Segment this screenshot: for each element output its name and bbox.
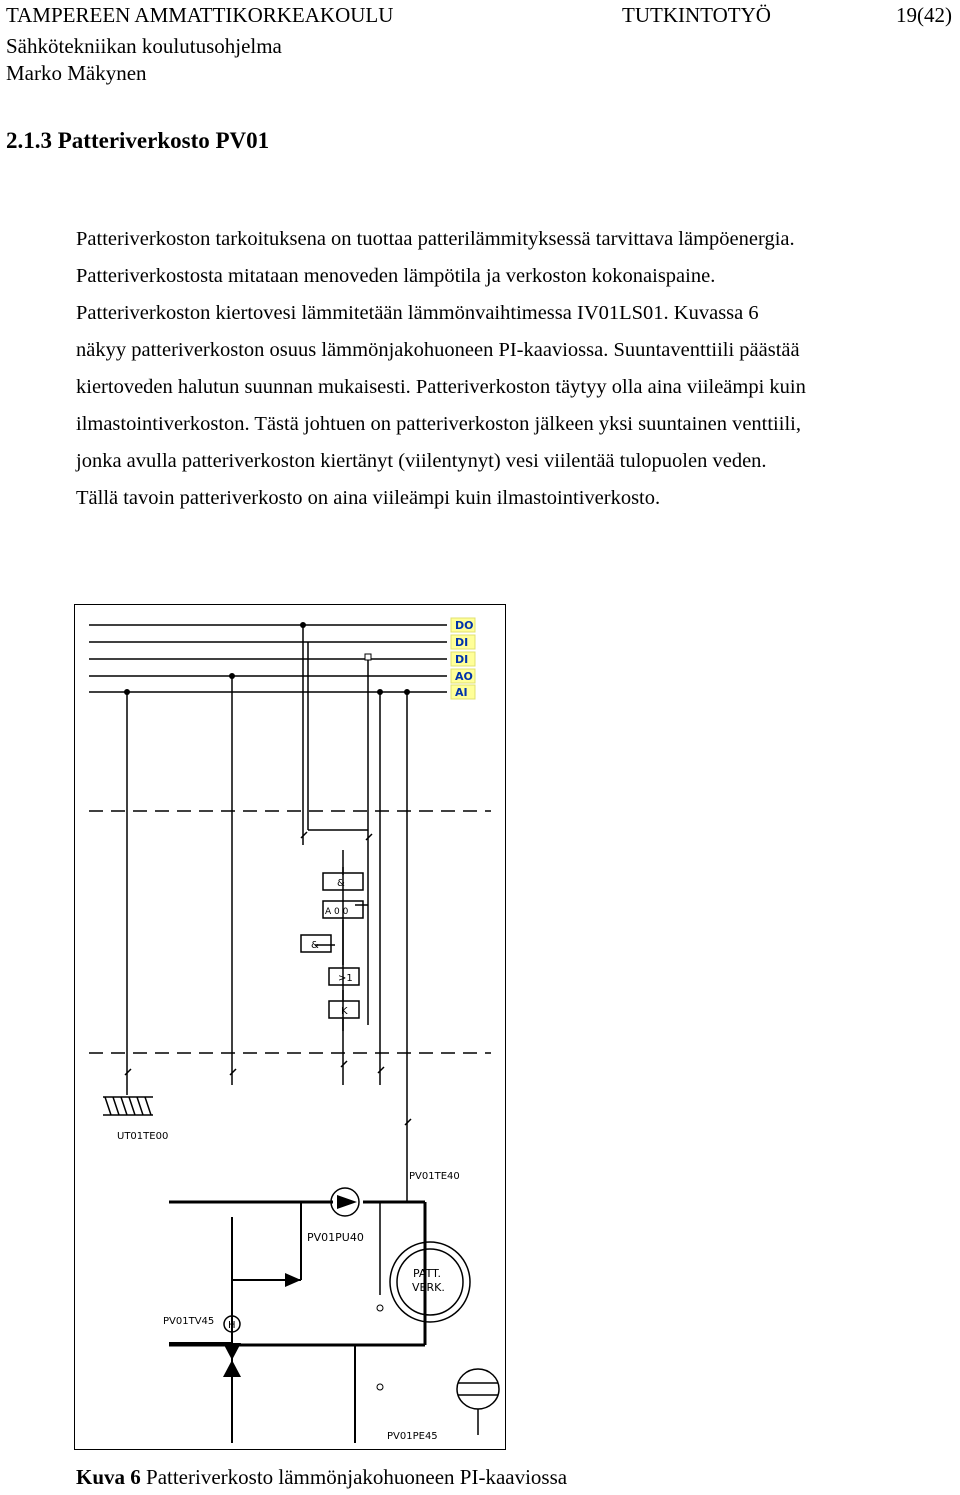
- tag-network-line2: VERK.: [412, 1281, 445, 1294]
- block-text-and-left: &: [311, 940, 319, 951]
- bus-label-ai: AI: [455, 686, 468, 699]
- figure-caption: [76, 1465, 567, 1490]
- paragraph-line: jonka avulla patteriverkoston kiertänyt (viilentynyt) vesi viilentää tulopuolen veden.: [76, 450, 767, 472]
- block-text-a00: A 0 0: [325, 907, 349, 917]
- block-text-and-top: &: [337, 878, 345, 889]
- caption-text: Patteriverkosto lämmönjakohuoneen PI-kaaviossa: [140, 1465, 568, 1489]
- section-heading: 2.1.3 Patteriverkosto PV01: [6, 128, 270, 153]
- paragraph-line: kiertoveden halutun suunnan mukaisesti. Patteriverkoston täytyy olla aina viileämpi kuin: [76, 376, 806, 398]
- block-text-k: K: [341, 1006, 348, 1017]
- bus-label-ao: AO: [455, 670, 473, 683]
- pi-diagram: [75, 605, 507, 1451]
- tag-valve-actuator: H: [228, 1320, 236, 1331]
- header-author: Marko Mäkynen: [6, 61, 147, 85]
- bus-label-di-2: DI: [455, 653, 469, 666]
- bus-label-di-1: DI: [455, 636, 469, 649]
- tag-valve: PV01TV45: [163, 1316, 215, 1327]
- body-paragraph: [76, 221, 956, 517]
- paragraph-line: näkyy patteriverkoston osuus lämmönjakohuoneen PI-kaaviossa. Suuntaventtiili päästää: [76, 339, 800, 361]
- paragraph-line: Patteriverkostosta mitataan menoveden lämpötila ja verkoston kokonaispaine.: [76, 265, 716, 287]
- tag-outdoor-sensor: UT01TE00: [117, 1131, 169, 1142]
- tag-supply-temp: PV01TE40: [409, 1171, 460, 1182]
- tag-pressure: PV01PE45: [387, 1431, 438, 1442]
- pressure-vessel: [457, 1369, 499, 1409]
- paragraph-line: ilmastointiverkoston. Tästä johtuen on patteriverkoston jälkeen yksi suuntainen venttiili,: [76, 413, 801, 435]
- bus-label-do: DO: [455, 619, 474, 632]
- paragraph-line: Patteriverkoston tarkoituksena on tuottaa patterilämmityksessä tarvittava lämpöenergia.: [76, 228, 795, 250]
- header-page-number: 19(42): [896, 3, 952, 27]
- tag-pump: PV01PU40: [307, 1231, 364, 1244]
- caption-label: Kuva 6: [76, 1465, 141, 1489]
- block-text-or: >1: [338, 973, 353, 984]
- paragraph-line: Tällä tavoin patteriverkosto on aina viileämpi kuin ilmastointiverkosto.: [76, 487, 661, 509]
- tag-network-line1: PATT.: [413, 1267, 442, 1280]
- header-school: TAMPEREEN AMMATTIKORKEAKOULU: [6, 3, 394, 27]
- paragraph-line: Patteriverkoston kiertovesi lämmitetään lämmönvaihtimessa IV01LS01. Kuvassa 6: [76, 302, 759, 324]
- control-valve: [223, 1343, 241, 1360]
- pi-diagram-figure: [74, 604, 506, 1450]
- check-valve: [285, 1273, 301, 1287]
- header-department: Sähkötekniikan koulutusohjelma: [6, 34, 282, 58]
- pump-arrow: [337, 1195, 357, 1209]
- header-doc-type: TUTKINTOTYÖ: [622, 3, 771, 27]
